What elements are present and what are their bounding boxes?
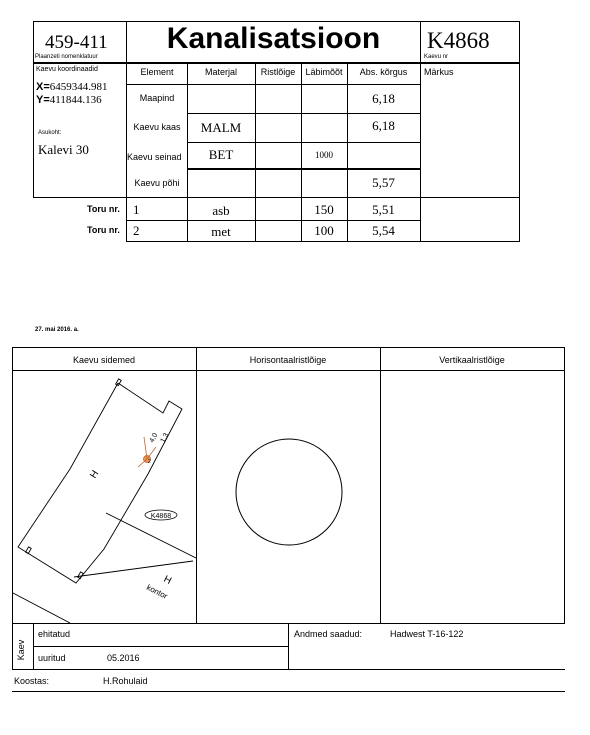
approved-label: ehitatud xyxy=(38,629,71,639)
horizontal-section xyxy=(197,371,380,623)
sheet-number: 459-411 xyxy=(45,32,108,53)
coord-x-value: 6459344.981 xyxy=(49,81,108,93)
row-element-0: Maapind xyxy=(139,93,175,103)
document-date: 27. mai 2016. a. xyxy=(35,327,79,333)
sketch-header-links: Kaevu sidemed xyxy=(72,355,136,365)
col-diameter: Läbimõõt xyxy=(305,67,343,77)
coord-y xyxy=(36,94,102,106)
well-tag: K4868 xyxy=(150,513,172,520)
sheet-label: Plaanzeti nomenklatuur xyxy=(35,54,98,60)
well-number: K4868 xyxy=(427,28,490,53)
coords-label: Kaevu koordinaadid xyxy=(36,66,98,73)
dim3-label: 2 xyxy=(148,459,151,465)
row-element-3: Kaevu põhi xyxy=(134,178,180,188)
row-element-2: Kaevu seinad xyxy=(127,152,182,162)
row-height-1: 6,18 xyxy=(372,118,395,133)
pipe-material-1: asb xyxy=(212,203,230,218)
author-value: H.Rohulaid xyxy=(103,676,148,686)
row-element-1: Kaevu kaas xyxy=(133,122,181,132)
pipe-number-1: 1 xyxy=(133,202,140,217)
author-label: Koostas: xyxy=(14,676,50,686)
sketch-header-horizontal: Horisontaalristlõige xyxy=(249,355,327,365)
measured-label: uuritud xyxy=(38,653,66,663)
pipe-label-2: Toru nr. xyxy=(87,225,120,235)
row-material-1: MALM xyxy=(200,120,242,135)
building1-label: H xyxy=(88,468,102,481)
coord-y-label: Y= xyxy=(36,94,50,106)
coord-y-value: 411844.136 xyxy=(49,94,102,106)
pipe-height-2: 5,54 xyxy=(372,223,395,238)
dim1-label: 4,0 xyxy=(148,432,160,444)
coord-x xyxy=(36,81,108,93)
pipe-height-1: 5,51 xyxy=(372,202,395,217)
col-notes: Märkus xyxy=(424,67,454,77)
col-material: Materjal xyxy=(204,67,237,77)
pipe-number-2: 2 xyxy=(133,223,140,238)
page-title: Kanalisatsioon xyxy=(166,22,381,55)
row-height-3: 5,57 xyxy=(372,175,395,190)
col-cross: Ristlõige xyxy=(260,67,296,77)
building2-label: H xyxy=(161,573,174,587)
row-material-2: BET xyxy=(208,147,234,162)
col-height: Abs. kõrgus xyxy=(359,67,408,77)
site-sketch xyxy=(13,371,196,623)
building-outline xyxy=(18,383,182,583)
pipe-diameter-2: 100 xyxy=(314,223,334,238)
pipe-diameter-1: 150 xyxy=(314,202,334,217)
coord-x-label: X= xyxy=(36,81,50,93)
well-number-label: Kaevu nr xyxy=(424,54,449,60)
dim2-label: 1,3 xyxy=(159,432,171,444)
side-label: Kaev xyxy=(16,639,26,661)
row-height-0: 6,18 xyxy=(372,91,395,106)
kontor-outline xyxy=(13,593,70,623)
building2-sub: kontor xyxy=(145,582,169,601)
pipe-label-1: Toru nr. xyxy=(87,204,120,214)
data-from-label: Andmed saadud: xyxy=(294,629,363,639)
well-circle xyxy=(236,439,342,545)
data-from-value: Hadwest T-16-122 xyxy=(390,629,464,639)
location-value: Kalevi 30 xyxy=(38,142,89,157)
sketch-header-vertical: Vertikaalristlõige xyxy=(439,355,505,365)
row-diameter-2: 1000 xyxy=(315,150,333,160)
measured-date: 05.2016 xyxy=(107,653,140,663)
pipe-material-2: met xyxy=(211,224,231,239)
location-label: Asukoht: xyxy=(38,130,62,136)
col-element: Element xyxy=(140,67,174,77)
